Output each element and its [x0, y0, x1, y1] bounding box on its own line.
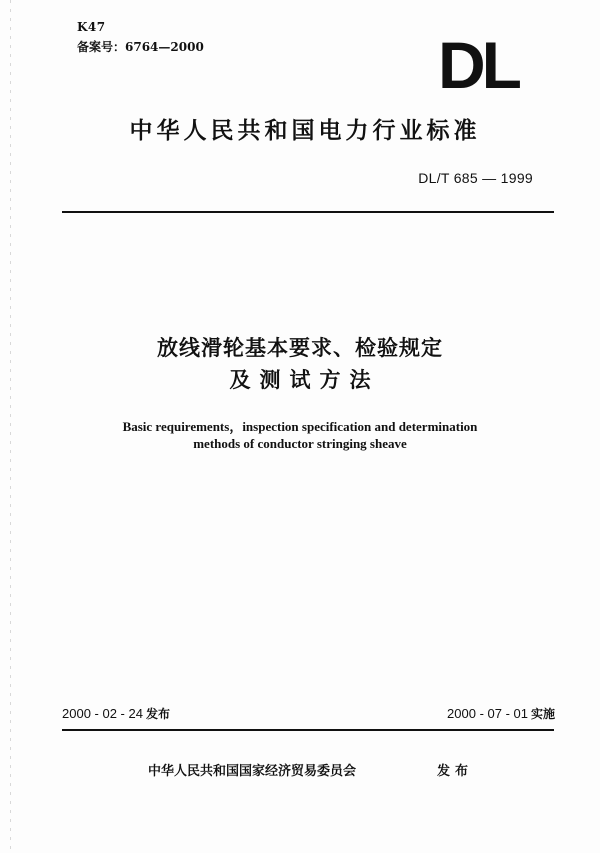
- classification-code: K47: [77, 20, 106, 34]
- document-title-line2: 及测试方法: [229, 368, 380, 392]
- standard-number: DL/T 685 — 1999: [418, 170, 533, 186]
- record-number: 备案号：6764—2000: [77, 40, 204, 54]
- english-title-line1: Basic requirements，inspection specification and determination: [122, 419, 478, 434]
- issuing-authority: 中华人民共和国国家经济贸易委员会: [148, 764, 357, 779]
- issue-date-value: 2000 - 02 - 24: [62, 706, 143, 721]
- standard-category-title: 中华人民共和国电力行业标准: [129, 118, 481, 144]
- implementation-label: 实施: [530, 707, 555, 721]
- issue-label: 发布: [145, 707, 170, 721]
- implementation-date: [447, 705, 555, 722]
- bottom-divider: [62, 729, 554, 731]
- issue-date: [62, 705, 170, 722]
- dl-logo: [428, 34, 528, 92]
- dl-logo-text: DL: [438, 34, 518, 92]
- implementation-date-value: 2000 - 07 - 01: [447, 706, 528, 721]
- top-divider: [62, 211, 554, 213]
- document-title-line1: 放线滑轮基本要求、检验规定: [157, 336, 443, 360]
- english-title-line2: methods of conductor stringing sheave: [193, 436, 407, 451]
- publish-label: 发布: [437, 764, 474, 779]
